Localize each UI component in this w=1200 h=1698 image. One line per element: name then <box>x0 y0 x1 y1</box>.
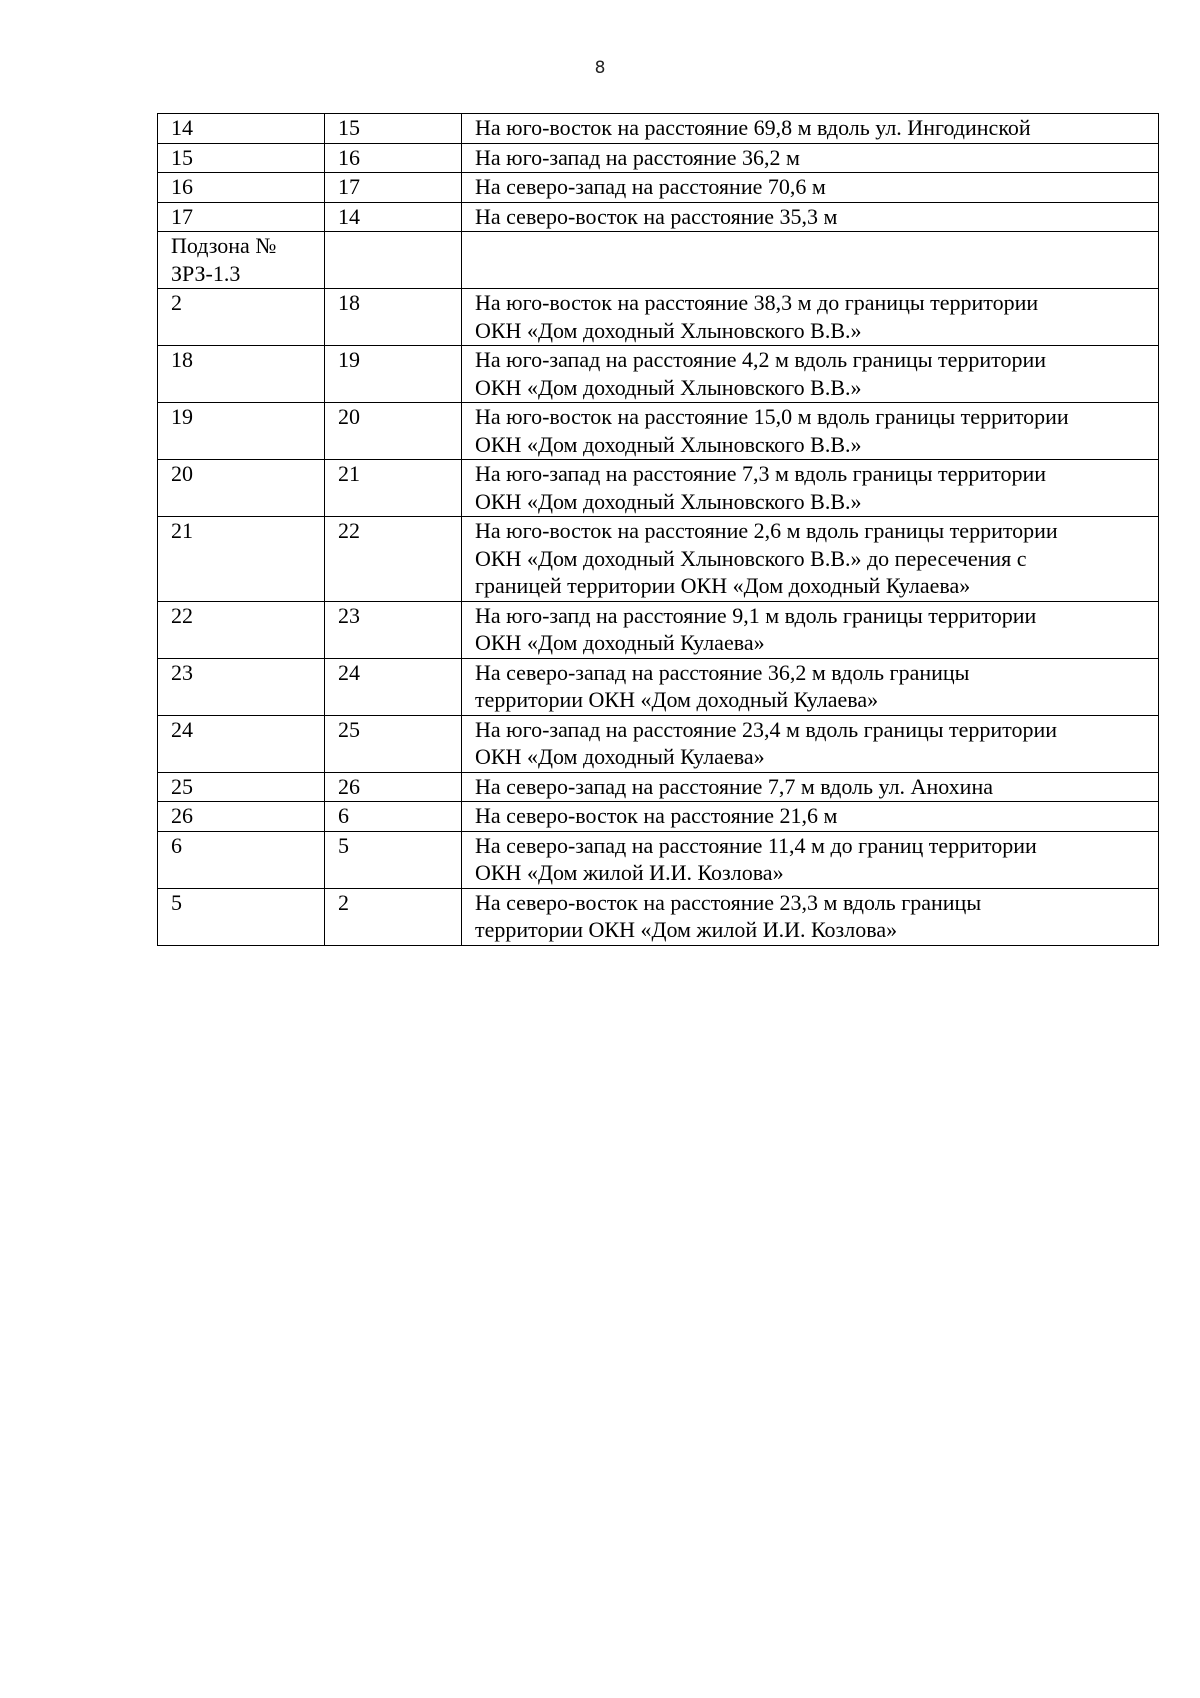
description-line: На северо-восток на расстояние 21,6 м <box>475 803 838 828</box>
description-cell <box>462 715 1159 772</box>
to-point-cell: 18 <box>325 289 462 346</box>
from-point-cell: 19 <box>158 403 325 460</box>
table-row <box>158 715 1159 772</box>
description-line: ОКН «Дом доходный Хлыновского В.В.» <box>475 374 862 400</box>
description-line: На северо-восток на расстояние 23,3 м вдоль границы <box>475 889 982 915</box>
description-cell <box>462 772 1159 802</box>
description-line: ОКН «Дом доходный Хлыновского В.В.» <box>475 488 862 514</box>
to-point-cell <box>325 232 462 289</box>
to-point-cell: 15 <box>325 114 462 144</box>
description-line: территории ОКН «Дом доходный Кулаева» <box>475 687 879 712</box>
description-line: На северо-запад на расстояние 7,7 м вдоль ул. Анохина <box>475 773 993 799</box>
from-point-cell: 5 <box>158 888 325 945</box>
description-line: На юго-запад на расстояние 36,2 м <box>475 144 800 170</box>
description-line: На юго-запад на расстояние 4,2 м вдоль границы территории <box>475 347 1047 372</box>
description-line: На юго-восток на расстояние 38,3 м до границы территории <box>475 290 1039 315</box>
to-point-cell: 2 <box>325 888 462 945</box>
description-cell <box>462 289 1159 346</box>
table-row <box>158 517 1159 602</box>
from-point-cell: 2 <box>158 289 325 346</box>
from-point-cell: 24 <box>158 715 325 772</box>
to-point-cell: 6 <box>325 802 462 832</box>
description-cell <box>462 802 1159 832</box>
page-number: 8 <box>594 58 606 78</box>
to-point-cell: 25 <box>325 715 462 772</box>
table-row <box>158 601 1159 658</box>
description-line: На юго-запад на расстояние 7,3 м вдоль границы территории <box>475 461 1047 486</box>
to-point-cell: 24 <box>325 658 462 715</box>
table-row <box>158 173 1159 203</box>
subzone-code-line: ЗРЗ-1.3 <box>171 260 241 286</box>
subzone-label-cell <box>158 232 325 289</box>
to-point-cell: 16 <box>325 143 462 173</box>
to-point-cell: 20 <box>325 403 462 460</box>
description-line: ОКН «Дом доходный Хлыновского В.В.» до пересечения с <box>475 545 1027 571</box>
table-row <box>158 460 1159 517</box>
description-line: ОКН «Дом доходный Хлыновского В.В.» <box>475 317 862 343</box>
from-point-cell: 22 <box>158 601 325 658</box>
from-point-cell: 16 <box>158 173 325 203</box>
from-point-cell: 20 <box>158 460 325 517</box>
table-row <box>158 114 1159 144</box>
description-line: ОКН «Дом доходный Хлыновского В.В.» <box>475 431 862 457</box>
table-row <box>158 202 1159 232</box>
from-point-cell: 15 <box>158 143 325 173</box>
description-line: ОКН «Дом доходный Кулаева» <box>475 630 765 655</box>
description-line: На северо-восток на расстояние 35,3 м <box>475 203 838 229</box>
description-line: На северо-запад на расстояние 36,2 м вдоль границы <box>475 659 970 685</box>
table-row <box>158 403 1159 460</box>
table-row <box>158 802 1159 832</box>
description-line: На северо-запад на расстояние 70,6 м <box>475 174 826 199</box>
description-cell <box>462 143 1159 173</box>
to-point-cell: 19 <box>325 346 462 403</box>
description-line: территории ОКН «Дом жилой И.И. Козлова» <box>475 917 898 942</box>
to-point-cell: 5 <box>325 831 462 888</box>
table-row <box>158 888 1159 945</box>
boundary-table <box>157 113 1159 946</box>
table-row <box>158 346 1159 403</box>
description-cell <box>462 831 1159 888</box>
subzone-header-row <box>158 232 1159 289</box>
description-line: На юго-восток на расстояние 69,8 м вдоль ул. Ингодинской <box>475 115 1031 140</box>
description-cell <box>462 517 1159 602</box>
description-cell <box>462 601 1159 658</box>
to-point-cell: 22 <box>325 517 462 602</box>
from-point-cell: 21 <box>158 517 325 602</box>
table-row <box>158 143 1159 173</box>
from-point-cell: 25 <box>158 772 325 802</box>
description-cell <box>462 173 1159 203</box>
from-point-cell: 26 <box>158 802 325 832</box>
to-point-cell: 21 <box>325 460 462 517</box>
table-row <box>158 658 1159 715</box>
description-line: На северо-запад на расстояние 11,4 м до границ территории <box>475 832 1037 858</box>
description-line: ОКН «Дом доходный Кулаева» <box>475 744 765 769</box>
from-point-cell: 6 <box>158 831 325 888</box>
to-point-cell: 23 <box>325 601 462 658</box>
table-row <box>158 831 1159 888</box>
from-point-cell: 14 <box>158 114 325 144</box>
description-cell <box>462 403 1159 460</box>
subzone-label-line: Подзона № <box>171 233 277 258</box>
to-point-cell: 26 <box>325 772 462 802</box>
description-line: На юго-запад на расстояние 23,4 м вдоль границы территории <box>475 716 1058 742</box>
description-cell <box>462 346 1159 403</box>
from-point-cell: 23 <box>158 658 325 715</box>
table-row <box>158 772 1159 802</box>
from-point-cell: 18 <box>158 346 325 403</box>
description-line: На юго-восток на расстояние 2,6 м вдоль границы территории <box>475 518 1058 543</box>
to-point-cell: 17 <box>325 173 462 203</box>
description-cell <box>462 658 1159 715</box>
description-line: границей территории ОКН «Дом доходный Кулаева» <box>475 573 971 598</box>
to-point-cell: 14 <box>325 202 462 232</box>
description-cell <box>462 232 1159 289</box>
description-cell <box>462 202 1159 232</box>
from-point-cell: 17 <box>158 202 325 232</box>
description-line: ОКН «Дом жилой И.И. Козлова» <box>475 860 784 885</box>
description-cell <box>462 114 1159 144</box>
description-line: На юго-восток на расстояние 15,0 м вдоль границы территории <box>475 404 1069 429</box>
description-cell <box>462 460 1159 517</box>
description-line: На юго-запд на расстояние 9,1 м вдоль границы территории <box>475 602 1037 628</box>
table-row <box>158 289 1159 346</box>
description-cell <box>462 888 1159 945</box>
